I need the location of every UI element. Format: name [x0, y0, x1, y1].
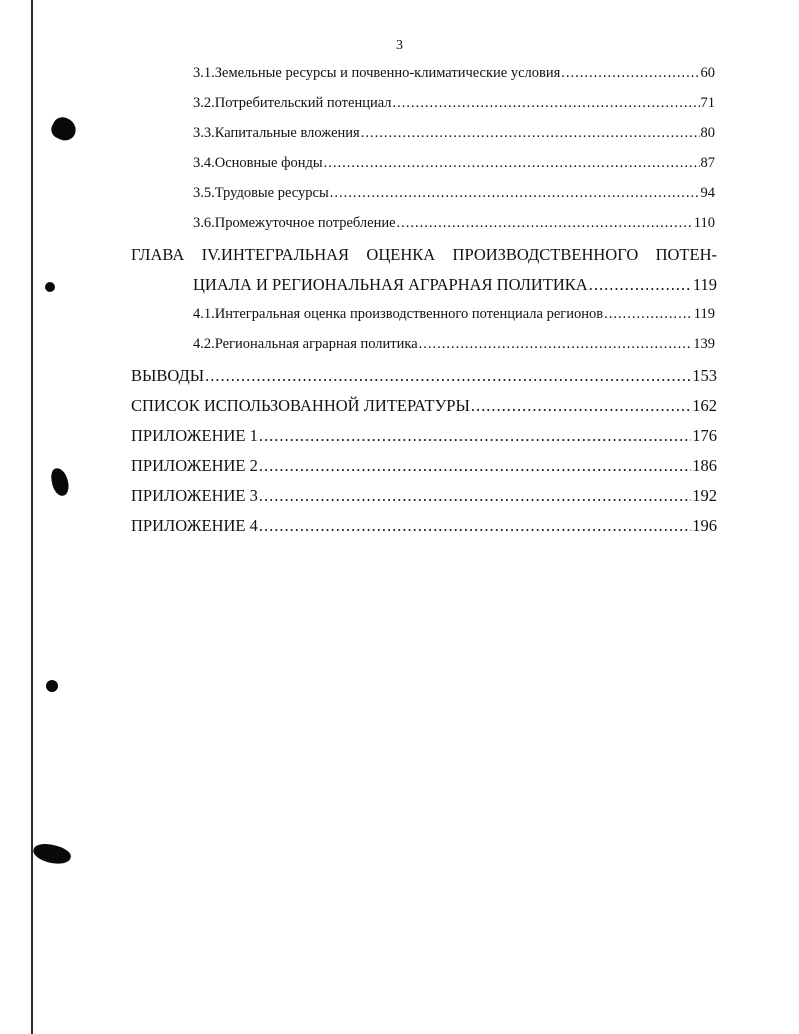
toc-leader-dots	[324, 155, 700, 172]
toc-entry	[193, 215, 715, 239]
toc-entry-title: ПРИЛОЖЕНИЕ 4	[131, 516, 258, 535]
toc-chapter-title-line1: ГЛАВА IV.ИНТЕГРАЛЬНАЯ ОЦЕНКА ПРОИЗВОДСТВЕННОГО ПОТЕН-	[131, 245, 717, 264]
toc-leader-dots	[397, 215, 693, 232]
toc-entry-page: 192	[692, 486, 717, 505]
toc-entry-title: 3.3.Капитальные вложения	[193, 125, 360, 141]
toc-entry	[131, 486, 717, 510]
toc-leader-dots	[419, 336, 693, 353]
toc-chapter-title-line2: ЦИАЛА И РЕГИОНАЛЬНАЯ АГРАРНАЯ ПОЛИТИКА	[193, 275, 588, 294]
toc-entry-page: 186	[692, 456, 717, 475]
toc-entry-page: 139	[693, 336, 715, 352]
toc-entry-title: 3.5.Трудовые ресурсы	[193, 185, 329, 201]
toc-entry-page: 196	[692, 516, 717, 535]
toc-entry-title: 3.6.Промежуточное потребление	[193, 215, 396, 231]
toc-entry-page: 119	[692, 275, 717, 294]
page-number: 3	[396, 38, 403, 53]
punch-hole-mark	[48, 114, 79, 144]
toc-entry-page: 80	[700, 125, 715, 141]
toc-entry-title: ПРИЛОЖЕНИЕ 1	[131, 426, 258, 445]
toc-entry	[131, 516, 717, 540]
toc-leader-dots	[361, 125, 700, 142]
toc-entry-page: 119	[693, 306, 715, 322]
toc-leader-dots	[604, 306, 693, 323]
toc-entry-page: 94	[700, 185, 715, 201]
toc-entry	[193, 65, 715, 89]
toc-entry-page: 110	[693, 215, 715, 231]
toc-entry-title: 3.2.Потребительский потенциал	[193, 95, 392, 111]
toc-entry-title: 4.1.Интегральная оценка производственного потенциала регионов	[193, 306, 604, 322]
toc-entry-page: 71	[700, 95, 715, 111]
toc-leader-dots	[471, 396, 691, 416]
toc-entry	[193, 155, 715, 179]
toc-chapter-entry	[193, 275, 717, 299]
toc-entry	[131, 366, 717, 390]
toc-leader-dots	[259, 426, 691, 446]
punch-hole-mark	[45, 282, 55, 292]
punch-hole-mark	[46, 680, 58, 692]
toc-entry	[193, 95, 715, 119]
toc-entry	[131, 396, 717, 420]
toc-entry-page: 153	[692, 366, 717, 385]
binding-edge-line	[31, 0, 33, 1034]
toc-entry	[131, 456, 717, 480]
toc-entry	[131, 426, 717, 450]
toc-entry-title: ВЫВОДЫ	[131, 366, 205, 385]
toc-entry-title: ПРИЛОЖЕНИЕ 3	[131, 486, 258, 505]
toc-leader-dots	[205, 366, 691, 386]
toc-entry-page: 87	[700, 155, 715, 171]
toc-entry	[193, 336, 715, 360]
toc-entry	[193, 306, 715, 330]
toc-leader-dots	[259, 456, 691, 476]
toc-entry-title: 3.4.Основные фонды	[193, 155, 323, 171]
toc-entry-page: 162	[692, 396, 717, 415]
toc-leader-dots	[259, 516, 691, 536]
punch-hole-mark	[31, 840, 72, 867]
toc-entry-page: 60	[700, 65, 715, 81]
toc-entry-title: 4.2.Региональная аграрная политика	[193, 336, 418, 352]
toc-entry-title: ПРИЛОЖЕНИЕ 2	[131, 456, 258, 475]
toc-leader-dots	[393, 95, 700, 112]
toc-entry	[193, 185, 715, 209]
toc-entry	[193, 125, 715, 149]
toc-leader-dots	[330, 185, 700, 202]
toc-entry-title: СПИСОК ИСПОЛЬЗОВАННОЙ ЛИТЕРАТУРЫ	[131, 396, 470, 415]
toc-entry-title: 3.1.Земельные ресурсы и почвенно-климатические условия	[193, 65, 561, 81]
punch-hole-mark	[50, 467, 71, 497]
toc-entry-page: 176	[692, 426, 717, 445]
toc-leader-dots	[259, 486, 691, 506]
toc-leader-dots	[561, 65, 699, 82]
toc-leader-dots	[589, 275, 692, 295]
